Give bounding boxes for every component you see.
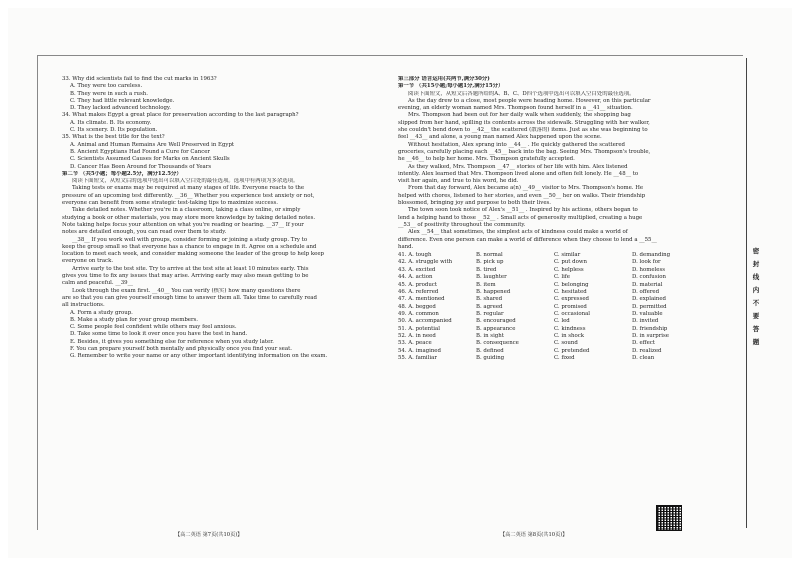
- choice-row: [398, 304, 710, 311]
- choice-option: C. promised: [554, 303, 587, 310]
- text-line: The town soon took notice of Alex's __51__ . Inspired by his actions, others began to: [408, 207, 638, 214]
- text-line: notes are detailed enough, you can read over them to study.: [62, 229, 227, 236]
- choice-option: B. shared: [476, 296, 503, 303]
- binding-char: 要: [752, 312, 760, 320]
- choice-option: D. clean: [632, 354, 655, 361]
- text-line: he __46__ to help her home. Mrs. Thompson gratefully accepted.: [398, 156, 575, 163]
- text-line: all instructions.: [62, 302, 105, 309]
- choice-option: D. explained: [632, 296, 667, 303]
- binding-char: 题: [752, 338, 760, 346]
- choice-option: D. invited: [632, 318, 659, 325]
- text-line: 第一节 （共15小题;每小题1分,满分15分）: [398, 83, 504, 90]
- choice-option: B. encouraged: [476, 318, 516, 325]
- text-line: hand.: [398, 243, 414, 250]
- text-line: feel __43__ and alone, a young man named Alex happened upon the scene.: [398, 134, 602, 141]
- text-line: C. Its scenery. D. Its population.: [70, 127, 158, 134]
- choice-option: C. in shock: [554, 332, 585, 339]
- choice-option: C. occasional: [554, 310, 591, 317]
- text-line: A. They were too careless.: [70, 83, 143, 90]
- text-line: studying a book or other materials, you may store more knowledge by taking detailed notes.: [62, 214, 316, 221]
- choice-row: [398, 282, 710, 289]
- choice-option: B. tired: [476, 266, 497, 273]
- text-line: A. Its climate. B. Its economy.: [70, 119, 152, 126]
- choice-option: D. in surprise: [632, 332, 669, 339]
- text-line: groceries, carefully placing each __45__ back into the bag. Seeing Mrs. Thompson's trouble,: [398, 148, 651, 155]
- choice-option: 53. A. peace: [398, 340, 432, 347]
- text-line: __38__ If you work well with groups, consider forming or joining a study group. Try to: [72, 236, 308, 243]
- text-line: Take detailed notes. Whether you're in a classroom, taking a class online, or simply: [72, 207, 301, 214]
- choice-row: [398, 318, 710, 325]
- text-line: Note taking helps focus your attention on what you're reading or hearing. __37__ If your: [62, 221, 304, 228]
- binding-char: 封: [752, 260, 760, 268]
- text-line: D. Take some time to look it over once you have the test in hand.: [70, 331, 248, 338]
- choice-option: 55. A. familiar: [398, 354, 437, 361]
- text-line: lend a helping hand to those __52__ . Small acts of generosity multiplied, creating a huge: [398, 214, 643, 221]
- choice-option: D. demanding: [632, 252, 671, 259]
- text-line: Look through the exam first. __40__ You can verify (核实) how many questions there: [72, 287, 301, 294]
- text-line: helped with chores, listened to her stories, and even __50__ her on walks. Their friendship: [398, 192, 646, 199]
- text-line: B. They were in such a rush.: [70, 90, 148, 97]
- text-line: 第三部分 语言运用(共两节,满分30分): [398, 76, 490, 82]
- binding-char: 不: [752, 299, 760, 307]
- choice-option: B. guiding: [476, 354, 505, 361]
- text-line: Taking tests or exams may be required at many stages of life. Everyone reacts to the: [72, 185, 305, 192]
- text-line: 34. What makes Egypt a great place for preservation according to the last paragraph?: [62, 112, 299, 119]
- text-line: B. Ancient Egyptians Had Found a Cure for Cancer: [70, 148, 210, 155]
- binding-char: 内: [752, 286, 760, 294]
- choice-option: B. in sight: [476, 332, 504, 339]
- text-line: Alex __54__ that sometimes, the simplest acts of kindness could make a world of: [408, 229, 628, 236]
- choice-option: 45. A. product: [398, 281, 437, 288]
- choice-option: D. look for: [632, 259, 661, 266]
- choice-row: [398, 340, 710, 347]
- choice-option: B. agreed: [476, 303, 503, 310]
- text-line: B. Make a study plan for your group members.: [70, 316, 199, 323]
- choice-row: [398, 326, 710, 333]
- text-line: 第二节 （共5小题；每小题2.5分，满分12.5分）: [62, 170, 182, 177]
- choice-option: C. similar: [554, 252, 581, 259]
- choice-option: C. expressed: [554, 296, 589, 303]
- top-rule: [38, 55, 743, 56]
- choice-option: C. put down: [554, 259, 587, 266]
- choice-option: 46. A. referred: [398, 288, 439, 295]
- choice-option: D. friendship: [632, 325, 668, 332]
- left-margin-rule: [37, 55, 38, 530]
- choice-row: [398, 348, 710, 355]
- binding-warning-label: [752, 245, 760, 349]
- text-line: C. They had little relevant knowledge.: [70, 97, 175, 104]
- choice-option: 47. A. mentioned: [398, 296, 445, 303]
- choice-option: 41. A. tough: [398, 252, 432, 259]
- qr-code: [656, 505, 682, 531]
- choice-option: 48. A. begged: [398, 303, 436, 310]
- choice-option: C. helpless: [554, 266, 584, 273]
- text-line: 33. Why did scientists fail to find the cut marks in 1963?: [62, 76, 217, 82]
- choice-option: B. pick up: [476, 259, 504, 266]
- choice-option: D. permitted: [632, 303, 667, 310]
- text-line: pressure of an upcoming test differently. __36__ Whether you experience test anxiety or not,: [62, 192, 315, 199]
- choice-option: 51. A. potential: [398, 325, 440, 332]
- choice-option: C. sound: [554, 340, 578, 347]
- choice-row: [398, 333, 710, 340]
- text-line: visit her again, and true to his word, he did.: [398, 178, 519, 185]
- choice-row: [398, 311, 710, 318]
- text-line: D. Cancer Has Been Around for Thousands of Years: [70, 163, 212, 170]
- choice-option: B. item: [476, 281, 496, 288]
- text-line: everyone can benefit from some strategic test-taking tips to maximize success.: [62, 200, 278, 207]
- choice-row: [398, 274, 710, 281]
- text-line: G. Remember to write your name or any other important identifying information on the exam.: [70, 353, 328, 360]
- choice-option: B. happened: [476, 288, 511, 295]
- choice-option: 44. A. action: [398, 274, 433, 281]
- choice-option: B. consequence: [476, 340, 519, 347]
- choice-option: C. life: [554, 274, 570, 281]
- text-line: evening, an elderly woman named Mrs. Thompson found herself in a __41__ situation.: [398, 105, 633, 112]
- right-page-column: [398, 76, 710, 362]
- text-line: everyone on track.: [62, 258, 114, 265]
- choice-option: B. normal: [476, 252, 503, 259]
- text-line: C. Some people feel confident while others may feel anxious.: [70, 324, 237, 331]
- choice-row: [398, 296, 710, 303]
- choice-option: 54. A. imagined: [398, 347, 441, 354]
- binding-char: 线: [752, 273, 760, 281]
- text-line: gives you time to fix any issues that may arise. Arriving early may also mean getting to be: [62, 273, 309, 280]
- choice-option: B. regular: [476, 310, 504, 317]
- choice-option: D. material: [632, 281, 663, 288]
- choice-option: D. realized: [632, 347, 662, 354]
- choice-option: D. valuable: [632, 310, 663, 317]
- text-line: location to meet each week, and consider making someone the leader of the group to help keep: [62, 251, 324, 258]
- binding-line: [746, 58, 747, 528]
- choice-option: C. fixed: [554, 354, 575, 361]
- choice-option: 43. A. excited: [398, 266, 436, 273]
- text-line: __53__ of positivity throughout the community.: [398, 221, 526, 228]
- choice-option: 42. A. struggle with: [398, 259, 453, 266]
- text-line: 阅读下面短文，从短文后各题所给的A、B、C、D四个选项中选出可以填入空白处的最佳选项。: [408, 90, 635, 97]
- text-line: 阅读下面短文，从短文后的选项中选出可以填入空白处的最佳选项。选项中有两项为多余选项。: [72, 178, 299, 185]
- choice-option: B. defined: [476, 347, 504, 354]
- text-line: difference. Even one person can make a world of difference when they choose to lend a __55__: [398, 236, 657, 243]
- text-line: she couldn't bend down to __42__ the scattered (散落的) items. Just as she was beginning to: [398, 127, 648, 134]
- text-line: calm and peaceful. __39__: [62, 280, 133, 287]
- text-line: A. Animal and Human Remains Are Well Preserved in Egypt: [70, 141, 235, 148]
- cloze-choices-table: [398, 252, 710, 362]
- choice-option: 49. A. common: [398, 310, 439, 317]
- text-line: C. Scientists Assumed Causes for Marks on Ancient Skulls: [70, 156, 230, 163]
- text-line: blossomed, bringing joy and purpose to both their lives.: [398, 200, 551, 207]
- choice-option: C. hesitated: [554, 288, 587, 295]
- choice-row: [398, 355, 710, 362]
- text-line: A. Form a study group.: [70, 309, 133, 316]
- choice-row: [398, 289, 710, 296]
- choice-option: C. led: [554, 318, 570, 325]
- choice-option: C. pretended: [554, 347, 590, 354]
- choice-option: 52. A. in need: [398, 332, 436, 339]
- text-line: keep the group small so that everyone has a chance to engage in it. Agree on a schedule and: [62, 243, 317, 250]
- choice-row: [398, 259, 710, 266]
- text-line: Without hesitation, Alex sprang into __44__ . He quickly gathered the scattered: [408, 141, 626, 148]
- text-line: As they walked, Mrs. Thompson __47__ stories of her life with him. Alex listened: [408, 163, 628, 170]
- choice-option: D. offered: [632, 288, 660, 295]
- binding-char: 答: [752, 325, 760, 333]
- text-line: 35. What is the best title for the text?: [62, 134, 165, 141]
- text-line: From that day forward, Alex became a(n) __49__ visitor to Mrs. Thompson's home. He: [408, 185, 644, 192]
- right-page-footer: 【高二英语 第8页(共10页)】: [500, 532, 568, 538]
- choice-option: C. kindness: [554, 325, 586, 332]
- choice-option: B. laughter: [476, 274, 507, 281]
- choice-option: 50. A. accompanied: [398, 318, 452, 325]
- choice-option: C. belonging: [554, 281, 589, 288]
- cloze-passage: [398, 76, 710, 251]
- text-line: D. They lacked advanced technology.: [70, 105, 171, 112]
- text-line: Arrive early to the test site. Try to arrive at the test site at least 10 minutes early. This: [72, 265, 309, 272]
- text-line: slipped from her hand, spilling its contents across the sidewalk. Struggling with her walker,: [398, 119, 650, 126]
- choice-row: [398, 267, 710, 274]
- choice-row: [398, 252, 710, 259]
- text-line: are so that you can give yourself enough time to answer them all. Take time to carefully read: [62, 294, 317, 301]
- left-page-column: [62, 76, 374, 361]
- choice-option: D. effect: [632, 340, 655, 347]
- choice-option: D. confusion: [632, 274, 666, 281]
- left-page-footer: 【高二英语 第7页(共10页)】: [175, 532, 243, 538]
- text-line: F. You can prepare yourself both mentally and physically once you find your seat.: [70, 345, 292, 352]
- binding-char: 密: [752, 247, 760, 255]
- text-line: Mrs. Thompson had been out for her daily walk when suddenly, the shopping bag: [408, 112, 631, 119]
- text-line: As the day drew to a close, most people were heading home. However, on this particular: [408, 97, 651, 104]
- choice-option: D. homeless: [632, 266, 666, 273]
- text-line: intently. Alex learned that Mrs. Thompson lived alone and often felt lonely. He __48__ to: [398, 170, 639, 177]
- choice-option: B. appearance: [476, 325, 516, 332]
- text-line: E. Besides, it gives you something else for reference when you study later.: [70, 338, 274, 345]
